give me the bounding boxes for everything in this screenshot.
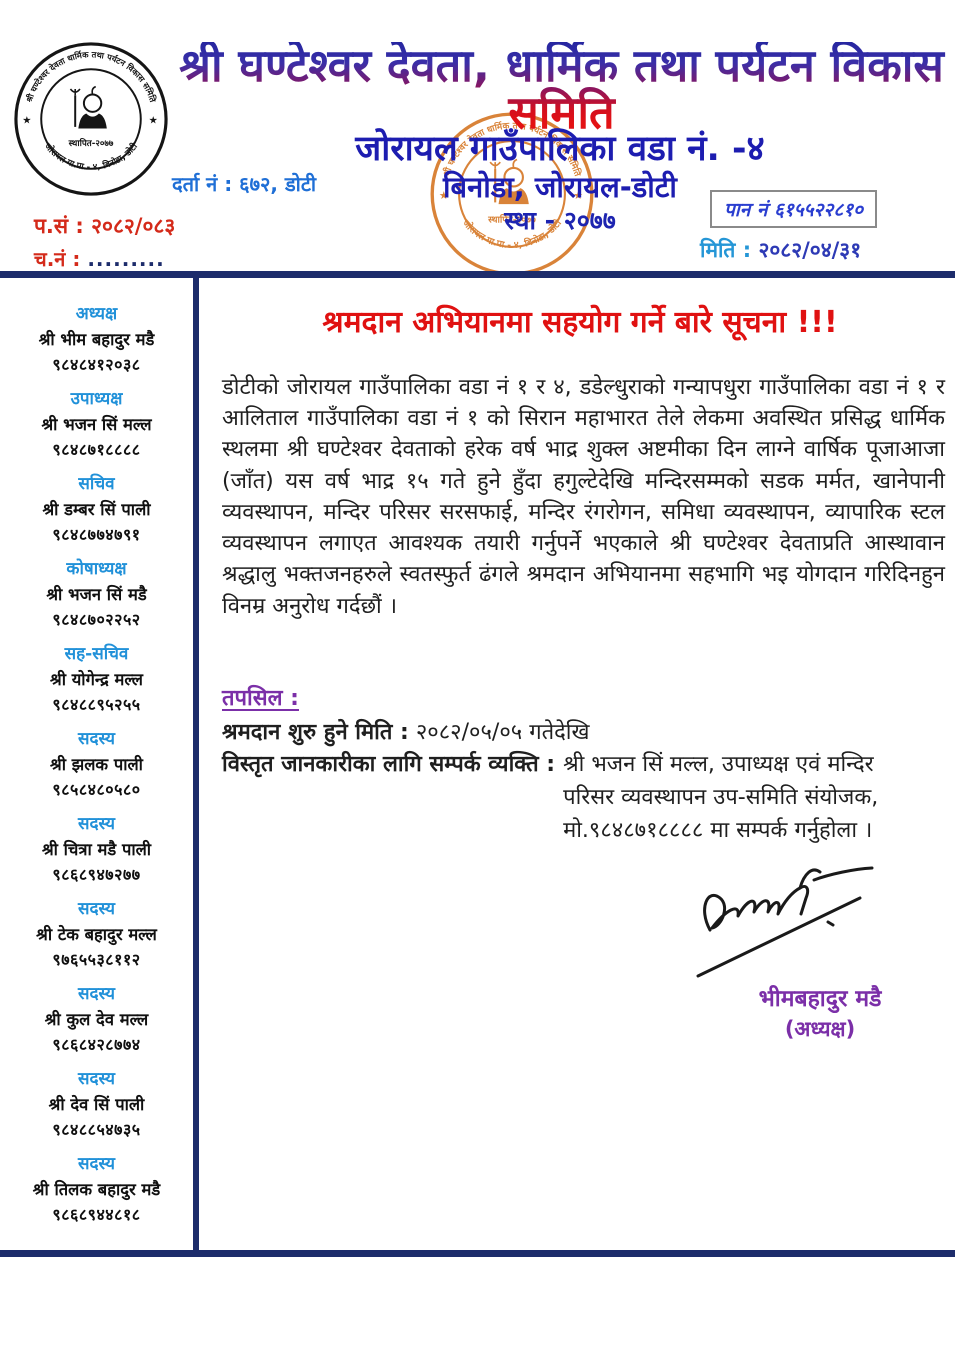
- member-name: श्री कुल देव मल्ल: [44, 1010, 149, 1029]
- member-10: [0, 1152, 193, 1227]
- member-secretary: [0, 472, 193, 547]
- member-role: सह-सचिव: [64, 644, 129, 664]
- date-line: [700, 236, 861, 264]
- tapasil-heading: तपसिल :: [222, 686, 299, 711]
- member-role: सदस्य: [78, 899, 115, 919]
- member-8: [0, 982, 193, 1057]
- contact-label: विस्तृत जानकारीका लागि सम्पर्क व्यक्ति :: [222, 752, 556, 777]
- member-name: श्री भजन सिं मल्ल: [41, 415, 152, 434]
- member-phone: ९८४८७१८८८८: [52, 440, 141, 459]
- member-role: सदस्य: [78, 729, 115, 749]
- ref-number-line: [34, 212, 175, 240]
- org-title: श्री घण्टेश्वर देवता, धार्मिक तथा पर्यटन विकास समिति: [168, 42, 955, 137]
- member-phone: ९८४८७७४७९१: [52, 525, 141, 544]
- contact-lines: [563, 748, 878, 847]
- start-date-label: श्रमदान शुरु हुने मिति :: [222, 720, 409, 745]
- member-name: श्री भीम बहादुर मडै: [38, 330, 155, 349]
- member-role: उपाध्यक्ष: [70, 389, 123, 409]
- member-name: श्री चित्रा मडै पाली: [41, 840, 152, 859]
- signatory-block: [700, 983, 940, 1045]
- registration-number: दर्ता नं : ६७२, डोटी: [172, 172, 317, 196]
- address-line: बिनोडा, जोरायल-डोटी: [443, 170, 677, 204]
- member-role: सदस्य: [78, 1154, 115, 1174]
- member-name: श्री तिलक बहादुर मडै: [32, 1180, 161, 1199]
- member-name: श्री भजन सिं मडै: [46, 585, 147, 604]
- notice-title: श्रमदान अभियानमा सहयोग गर्ने बारे सूचना !!!: [322, 305, 838, 340]
- sidebar-divider: [193, 278, 199, 1250]
- chalani-number-line: [34, 245, 165, 272]
- member-phone: ९८४८८९५२५५: [52, 695, 141, 714]
- ref-number-value: २०८२/०८३: [91, 214, 176, 238]
- member-phone: ९८६८९४४८१८: [52, 1205, 141, 1224]
- member-phone: ९८४८७०२२५२: [52, 610, 141, 629]
- member-name: श्री योगेन्द्र मल्ल: [50, 670, 143, 689]
- bottom-divider: [0, 1250, 955, 1257]
- member-phone: ९७६५५३८११२: [52, 950, 141, 969]
- member-6: [0, 812, 193, 887]
- handwritten-signature: [688, 858, 888, 983]
- ward-line: जोरायल गाउँपालिका वडा नं. -४: [355, 129, 765, 169]
- established-line: स्था - २०७७: [504, 205, 616, 235]
- date-value: २०८२/०४/३१: [758, 238, 862, 262]
- member-phone: ९८४८४१२०३८: [52, 355, 141, 374]
- member-treasurer: [0, 557, 193, 632]
- member-phone: ९८५८४८०५८०: [52, 780, 141, 799]
- member-name: श्री झलक पाली: [50, 755, 143, 774]
- member-name: श्री टेक बहादुर मल्ल: [36, 925, 157, 944]
- member-7: [0, 897, 193, 972]
- member-name: श्री देव सिं पाली: [48, 1095, 145, 1114]
- member-joint-secretary: [0, 642, 193, 717]
- ref-number-label: प.सं :: [34, 214, 84, 238]
- member-9: [0, 1067, 193, 1142]
- chalani-dots: .........: [87, 247, 165, 271]
- pan-number-box: पान नं ६१५५२२८१०: [710, 190, 877, 228]
- member-phone: ९८६८९४७२७७: [52, 865, 141, 884]
- member-role: सदस्य: [78, 1069, 115, 1089]
- contact-line-1: श्री भजन सिं मल्ल, उपाध्यक्ष एवं मन्दिर: [563, 752, 874, 777]
- signatory-role: (अध्यक्ष): [784, 1017, 856, 1042]
- contact-line-3: मो.९८४८७१८८८८ मा सम्पर्क गर्नुहोला ।: [563, 818, 873, 843]
- committee-sidebar: [0, 278, 193, 1250]
- member-chairman: [0, 302, 193, 377]
- member-role: अध्यक्ष: [75, 304, 118, 324]
- contact-info-row: [222, 748, 945, 847]
- signatory-name: भीमबहादुर मडै: [758, 986, 882, 1012]
- contact-line-2: परिसर व्यवस्थापन उप-समिति संयोजक,: [563, 785, 879, 810]
- header-divider: [0, 271, 955, 278]
- notice-body: डोटीको जोरायल गाउँपालिका वडा नं १ र ४, डडेल्धुराको गन्यापधुरा गाउँपालिका वडा नं १ र आलिताल गाउँपालिका वडा नं १ को सिरान महाभारत तेले लेकमा अवस्थित प्रसिद्ध धार्मिक स्थलमा श्री घण्टेश्वर देवताको हरेक वर्ष भाद्र शुक्ल अष्टमीका दिन लाग्ने वार्षिक पूजाआजा (जाँत) यस वर्ष भाद्र १५ गते हुने हुँदा हगुल्टेदेखि मन्दिरसम्मको सडक मर्मत, खानेपानी व्यवस्थापन, मन्दिर परिसर सरसफाई, मन्दिर रंगरोगन, समिधा व्यवस्थापन, व्यापारिक स्टल व्यवस्थापन लगाएत आवश्यक तयारी गर्नुपर्ने भएकाले श्री घण्टेश्वर देवताप्रति आस्थावान श्रद्धालु भक्तजनहरुले स्वतस्फुर्त ढंगले श्रमदान अभियानमा सहभागि भइ योगदान गरिदिनहुन विनम्र अनुरोध गर्दछौं ।: [222, 375, 945, 619]
- member-role: कोषाध्यक्ष: [66, 559, 127, 579]
- member-phone: ९८६८४२८७७४: [52, 1035, 141, 1054]
- chalani-label: च.नं :: [34, 247, 81, 271]
- committee-seal-logo: [12, 40, 170, 198]
- member-phone: ९८४८८५४७३५: [52, 1120, 141, 1139]
- start-date-value: २०८२/०५/०५ गतेदेखि: [415, 720, 590, 745]
- member-role: सदस्य: [78, 814, 115, 834]
- start-date-line: [222, 716, 590, 746]
- member-role: सचिव: [78, 474, 115, 494]
- member-5: [0, 727, 193, 802]
- member-name: श्री डम्बर सिं पाली: [42, 500, 151, 519]
- member-vice-chairman: [0, 387, 193, 462]
- date-label: मिति :: [700, 238, 752, 262]
- member-role: सदस्य: [78, 984, 115, 1004]
